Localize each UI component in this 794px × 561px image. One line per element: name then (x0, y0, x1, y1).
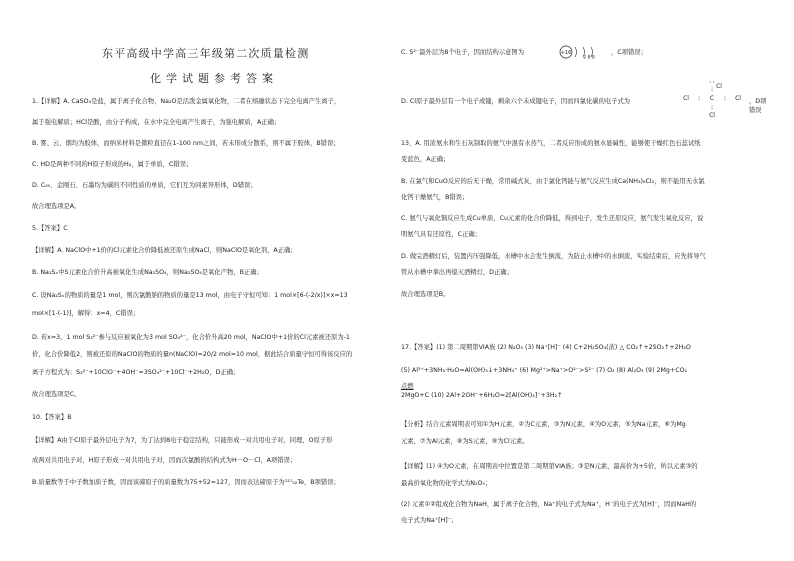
paragraph: 【分析】结合元素周期表可知①为H元素，②为C元素，③为N元素，④为O元素，⑤为Na元素，⑥为Mg (401, 421, 686, 428)
paragraph: C. 氨气与氧化铜反应生成Cu单质，Cu元素的化合价降低，得到电子，发生还原反应，氨气发生氧化反应，说 (401, 215, 704, 222)
paragraph: B. 在氯气和CuO反应的后无干燥，常用碱式灰，由于氯化钙能与氨气反应生成Ca(NH₃)₈Cl₂，则不能用无水氯 (401, 178, 705, 185)
paragraph: (5) Al³⁺+3NH₃·H₂O=Al(OH)₃↓+3NH₄⁺ (6) Mg²⁺>Na⁺>O²⁻>S²⁻ (7) O₂ (8) Al₂O₃ (9) 2Mg+CO₂ (401, 367, 688, 374)
reaction-condition: 点燃 (401, 383, 414, 390)
paragraph: 化钙干燥氨气，B错误； (401, 194, 469, 201)
svg-text:Cl: Cl (683, 95, 689, 102)
paragraph: 变蓝色，A正确； (401, 156, 450, 163)
paragraph: B. 雾、云、烟均为胶体，而纳米材料是微粒直径在1-100 nm之间，若未形成分散系，则不属于胶体，B错误； (32, 140, 340, 147)
paragraph: 故合理选项是A。 (32, 203, 81, 210)
paragraph: 离子方程式为：S₃²⁻+10ClO⁻+4OH⁻=3SO₄²⁻+10Cl⁻+2H₂O，D正确； (32, 369, 240, 376)
paragraph: mol×[1-(-1)]，解得：x=4，C错误； (32, 310, 140, 317)
answer-heading: 10.【答案】B (32, 414, 72, 421)
paragraph: B. Na₂Sₓ中S元素化合价升高被氧化生成Na₂SO₄，则Na₂SO₄是氧化产物，B正确； (32, 269, 263, 276)
paragraph: ，C项错误； (611, 49, 647, 56)
svg-text::: : (723, 95, 727, 102)
paragraph: D. C₆₀、金刚石、石墨均为碳的不同性质的单质，它们互为同素异形体，D错误； (32, 182, 257, 189)
svg-text:··: ·· (708, 79, 716, 86)
paragraph: 2MgO+C (10) 2Al+2OH⁻+6H₂O=2[Al(OH)₄]⁻+3H₂↑ (401, 392, 563, 399)
paragraph: 故合理选项是B。 (401, 291, 450, 298)
paragraph: B.质量数等于中子数加质子数，因而该碲原子的质量数为75+52=127，因而表达碲原子为¹²⁷₅₂Te，B项错误； (32, 479, 340, 486)
paragraph: 管从水槽中拿出再熄灭酒精灯，D正确； (401, 269, 513, 276)
right-column (401, 0, 767, 561)
left-column (32, 0, 394, 561)
paragraph: 1.【详解】A. CaSO₄是盐，属于离子化合物，Na₂O是活泼金属氧化物，二者在熔融状态下完全电离产生离子， (32, 98, 341, 105)
ccl4-electron-formula (677, 75, 747, 121)
paragraph: 故合理选项是C。 (32, 391, 81, 398)
paragraph: 明氨气具有还原性，C正确； (401, 231, 481, 238)
paragraph: 价，化合价降低2，则被还原的NaClO的物质的量n(NaClO)=20/2 mol=10 mol，据此结合质量守恒可得该反应的 (32, 351, 353, 358)
paragraph: C. HD是两种不同的H原子形成的H₂，属于单质，C错误； (32, 161, 193, 168)
paragraph: ，D项错误 (749, 98, 767, 114)
nucleus-label: +16 (560, 50, 572, 56)
document-title: 东平高级中学高三年级第二次质量检测 (102, 47, 310, 60)
answer-heading: 17.【答案】(1) 第二周期第VIA族 (2) N₂O₅ (3) Na⁺[H]⁻ (4) C+2H₂SO₄(浓) △ CO₂↑+2SO₂↑+2H₂O (401, 344, 691, 351)
paragraph: 【详解】A. NaClO中+1价的Cl元素化合价降低被还原生成NaCl，则NaClO是氧化剂，A正确； (32, 247, 297, 254)
paragraph: 元素，⑦为Al元素，⑧为S元素，⑨为Cl元素。 (401, 438, 529, 445)
svg-text:C: C (709, 95, 715, 102)
paragraph: (2) 元素①②组成化合物为NaH，属于离子化合物，Na⁺的电子式为Na⁺，H⁻的电子式为[H]⁻，因而NaH的 (401, 501, 697, 508)
paragraph: 【详解】(1) ④为O元素，在周期表中位置是第二周期第VIA族；③是N元素，最高价为+5价，所以元素③的 (401, 463, 698, 470)
svg-text::: : (710, 86, 714, 93)
paragraph: 成两对共用电子对，H原子形成一对共用电子对，因而次氯酸的结构式为H－O－Cl，A项错误； (32, 457, 297, 464)
paragraph: 【详解】A由于Cl原子最外层电子为7，为了达到8电子稳定结构，只能形成一对共用电子对，同理，O原子形 (32, 437, 333, 444)
shell-electrons-label: 2 8 8 (583, 55, 595, 59)
svg-text::: : (710, 104, 714, 111)
paragraph: C. 设Na₂Sₓ的物质的量是1 mol，则次氯酸钠的物质的量是13 mol，由电子守恒可知：1 mol×[6-(-2/x)]×x=13 (32, 292, 348, 299)
paragraph: D. 做完酒精灯后，装置内压强降低，水槽中水会发生倒流，为防止水槽中的水倒流，实验结束后，应先将导气 (401, 253, 706, 260)
sulfide-ion-structure-diagram (559, 45, 607, 59)
paragraph: 13、A. 用浓氨水和生石灰制取的氨气中混有水蒸气，二者反应形成的氨水显碱性，能够使干燥红色石蕊试纸 (401, 140, 701, 147)
svg-text::: : (697, 95, 701, 102)
paragraph: D. 若x=3，1 mol S₃²⁻参与反应被氧化为3 mol SO₄²⁻，化合价升高20 mol，NaClO中+1价的Cl元素被还原为-1 (32, 334, 350, 341)
svg-text:Cl: Cl (716, 83, 722, 90)
paragraph: D. Cl原子最外层有一个电子成键，剩余六个未成键电子，因而四氯化碳的电子式为 (401, 98, 631, 105)
paragraph: 电子式为Na⁺[H]⁻； (401, 517, 458, 524)
paragraph: 属于强电解质；HCl是酸，由分子构成，在水中完全电离产生离子，为强电解质，A正确； (32, 119, 281, 126)
paragraph: 最高价氧化物的化学式为N₂O₅； (401, 480, 492, 487)
answer-heading: 5.【答案】C (32, 225, 68, 232)
svg-text:Cl: Cl (735, 95, 741, 102)
svg-text:Cl: Cl (709, 112, 715, 119)
paragraph: C. S²⁻最外层为8个电子，因而结构示意图为 (401, 49, 525, 56)
document-subtitle: 化学试题参考答案 (150, 72, 278, 85)
